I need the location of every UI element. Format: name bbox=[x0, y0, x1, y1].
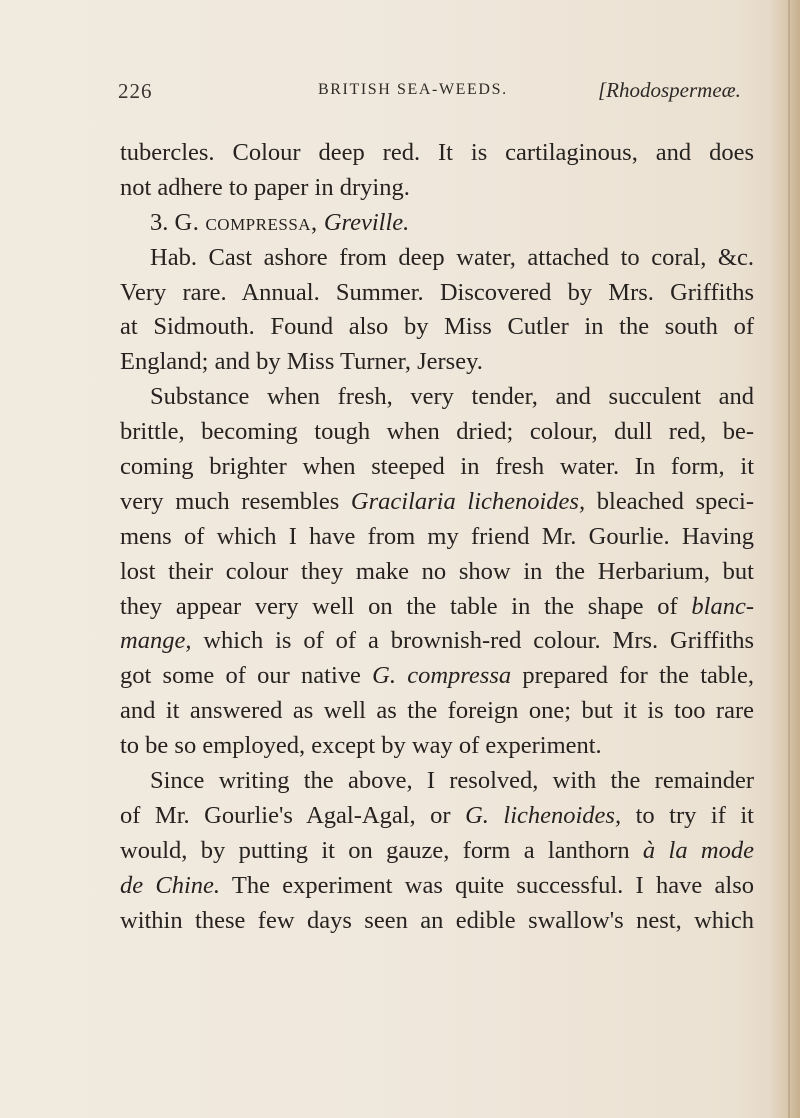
text-line: lost their colour they make no show in the Herbarium, but bbox=[120, 557, 754, 585]
text-line bbox=[120, 799, 754, 834]
species-genus: G. bbox=[174, 208, 200, 236]
text-run: got some of our native bbox=[120, 662, 373, 690]
text-run: they appear very well on the table in the shape of bbox=[120, 592, 692, 620]
text-line bbox=[120, 485, 754, 520]
text-line: England; and by Miss Turner, Jersey. bbox=[120, 348, 483, 376]
text-line: brittle, becoming tough when dried; colour, dull red, be- bbox=[120, 418, 754, 446]
section-title: [Rhodospermeæ. bbox=[598, 78, 741, 102]
text-line: Hab. Cast ashore from deep water, attached to coral, &c. bbox=[150, 243, 754, 271]
text-line: within these few days seen an edible swallow's nest, which bbox=[120, 906, 754, 934]
italic-term: à la mode bbox=[642, 836, 754, 864]
text-line: to be so employed, except by way of experiment. bbox=[120, 732, 602, 760]
page-edge-shadow bbox=[770, 0, 800, 1118]
text-run: prepared for the table, bbox=[511, 662, 754, 690]
species-reference: G. lichenoides, bbox=[465, 801, 622, 829]
text-line bbox=[120, 834, 754, 869]
body-text bbox=[120, 136, 754, 938]
species-reference: Gracilaria lichenoides, bbox=[350, 487, 586, 515]
text-line: Since writing the above, I resolved, with the remainder bbox=[150, 767, 754, 795]
text-line: mens of which I have from my friend Mr. Gourlie. Having bbox=[120, 522, 754, 550]
text-run: to try if it bbox=[621, 801, 754, 829]
page-header bbox=[0, 0, 800, 110]
text-line bbox=[120, 624, 754, 659]
text-run: bleached speci- bbox=[585, 487, 754, 515]
text-run: which is of of a brownish-red colour. Mrs. Griffiths bbox=[191, 627, 754, 655]
text-line: tubercles. Colour deep red. It is cartilaginous, and does bbox=[120, 139, 754, 166]
text-line: Very rare. Annual. Summer. Discovered by Mrs. Griffiths bbox=[120, 278, 754, 306]
text-line: coming brighter when steeped in fresh water. In form, it bbox=[120, 453, 754, 481]
text-line: not adhere to paper in drying. bbox=[120, 173, 410, 201]
species-reference: G. compressa bbox=[372, 662, 512, 690]
text-line: and it answered as well as the foreign one; but it is too rare bbox=[120, 697, 754, 725]
text-line bbox=[120, 590, 754, 625]
species-heading bbox=[120, 206, 754, 241]
text-line bbox=[120, 659, 754, 694]
running-title: BRITISH SEA-WEEDS. bbox=[318, 81, 508, 98]
text-run: of Mr. Gourlie's Agal-Agal, or bbox=[120, 801, 466, 829]
text-run: The experiment was quite successful. I have also bbox=[220, 871, 754, 899]
text-line: at Sidmouth. Found also by Miss Cutler in the south of bbox=[120, 313, 754, 341]
italic-term: mange, bbox=[120, 627, 192, 655]
page-number: 226 bbox=[118, 79, 153, 103]
page-edge-line bbox=[788, 0, 790, 1118]
text-run: very much resembles bbox=[120, 487, 351, 515]
species-author: Greville. bbox=[323, 208, 410, 236]
text-line bbox=[120, 869, 754, 904]
text-line: Substance when fresh, very tender, and succulent and bbox=[150, 383, 754, 411]
species-number: 3. bbox=[150, 208, 169, 236]
text-run: would, by putting it on gauze, form a lanthorn bbox=[120, 836, 643, 864]
italic-term: blanc- bbox=[691, 592, 754, 620]
italic-term: de Chine. bbox=[120, 871, 221, 899]
species-name: compressa, bbox=[205, 208, 318, 236]
